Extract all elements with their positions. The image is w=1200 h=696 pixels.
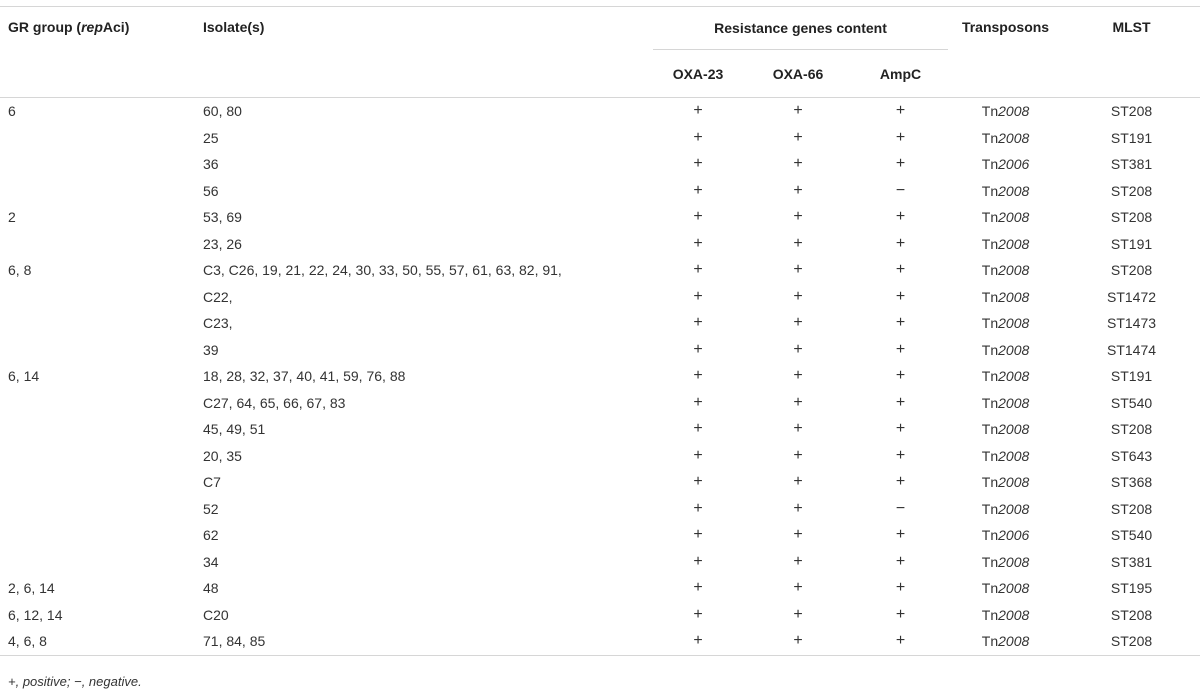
- cell-transposon: [948, 416, 1063, 443]
- cell-oxa66: +: [793, 367, 803, 385]
- cell-isolates: C22,: [203, 288, 233, 305]
- cell-oxa23: +: [693, 234, 703, 252]
- transposon-prefix: Tn: [981, 606, 999, 623]
- header-gr-group-suffix: Aci): [102, 19, 130, 35]
- cell-transposon: [948, 363, 1063, 390]
- table-footnote: +, positive; −, negative.: [8, 674, 142, 689]
- cell-isolates: 52: [203, 500, 219, 517]
- cell-isolates: 45, 49, 51: [203, 421, 266, 438]
- cell-isolates: 39: [203, 341, 219, 358]
- cell-mlst: ST208: [1063, 628, 1200, 655]
- cell-ampc: +: [895, 605, 906, 623]
- cell-isolates: C23,: [203, 315, 233, 332]
- cell-mlst: ST191: [1110, 368, 1153, 385]
- cell-mlst: ST208: [1110, 421, 1153, 438]
- cell-gr-group: [0, 549, 195, 576]
- cell-mlst: ST540: [1110, 394, 1153, 411]
- cell-oxa66: +: [793, 208, 803, 226]
- cell-isolates: 48: [203, 580, 219, 597]
- transposon-prefix: Tn: [981, 341, 999, 358]
- transposon-number: 2008: [998, 209, 1030, 226]
- cell-mlst: ST643: [1110, 447, 1153, 464]
- cell-transposon: [948, 469, 1063, 496]
- cell-oxa66: +: [793, 552, 803, 570]
- transposon-prefix: Tn: [981, 580, 999, 597]
- table-row: [0, 522, 1200, 549]
- cell-oxa66: +: [793, 526, 803, 544]
- header-resistance-group: Resistance genes content: [653, 7, 948, 50]
- transposon-number: 2008: [998, 368, 1030, 385]
- cell-ampc: +: [895, 526, 906, 544]
- cell-ampc: +: [895, 155, 906, 173]
- cell-transposon: [948, 310, 1063, 337]
- transposon-prefix: Tn: [981, 235, 999, 252]
- cell-gr-group: [0, 522, 195, 549]
- transposon-number: 2008: [998, 500, 1030, 517]
- transposon-prefix: Tn: [981, 156, 999, 173]
- transposon-prefix: Tn: [981, 103, 999, 120]
- cell-transposon: [948, 390, 1063, 417]
- transposon-prefix: Tn: [981, 315, 999, 332]
- transposon-number: 2008: [998, 421, 1030, 438]
- cell-isolates: 20, 35: [203, 447, 242, 464]
- transposon-prefix: Tn: [981, 182, 999, 199]
- table-row: [0, 337, 1200, 364]
- cell-gr-group: [0, 390, 195, 417]
- cell-oxa23: +: [693, 579, 703, 597]
- cell-gr-group: 6, 8: [8, 262, 32, 279]
- table-row: [0, 204, 1200, 231]
- table-row: [0, 151, 1200, 178]
- cell-mlst: ST208: [1110, 209, 1153, 226]
- cell-oxa66: +: [793, 102, 803, 120]
- transposon-prefix: Tn: [981, 633, 999, 650]
- cell-transposon: [948, 178, 1063, 205]
- table-row: [0, 257, 1200, 284]
- cell-gr-group: [0, 151, 195, 178]
- table-row: [0, 390, 1200, 417]
- cell-transposon: [948, 204, 1063, 231]
- cell-transposon: [948, 284, 1063, 311]
- transposon-prefix: Tn: [981, 474, 999, 491]
- transposon-prefix: Tn: [981, 368, 999, 385]
- cell-transposon: [948, 125, 1063, 152]
- cell-oxa23: +: [693, 499, 703, 517]
- transposon-number: 2008: [998, 129, 1030, 146]
- table-header: [0, 7, 1200, 98]
- header-isolates: Isolate(s): [195, 7, 653, 98]
- cell-isolates: 53, 69: [203, 209, 242, 226]
- cell-oxa66: +: [793, 128, 803, 146]
- cell-oxa23: +: [693, 552, 703, 570]
- transposon-number: 2008: [998, 553, 1030, 570]
- table-row: [0, 575, 1200, 602]
- cell-oxa23: +: [653, 628, 743, 655]
- cell-ampc: +: [895, 367, 906, 385]
- transposon-number: 2008: [998, 394, 1030, 411]
- cell-ampc: +: [895, 234, 906, 252]
- transposon-prefix: Tn: [981, 553, 999, 570]
- cell-oxa23: +: [693, 526, 703, 544]
- cell-isolates: 25: [203, 129, 219, 146]
- cell-oxa66: +: [793, 181, 803, 199]
- resistance-table: [0, 6, 1200, 656]
- cell-mlst: ST208: [1110, 262, 1153, 279]
- table-row: [0, 496, 1200, 523]
- header-gr-group-italic: rep: [81, 19, 103, 35]
- cell-ampc: +: [895, 208, 906, 226]
- cell-ampc: +: [895, 128, 906, 146]
- table-row: [0, 416, 1200, 443]
- cell-mlst: ST191: [1110, 235, 1153, 252]
- cell-transposon: [948, 98, 1063, 125]
- transposon-number: 2008: [998, 447, 1030, 464]
- cell-isolates: 71, 84, 85: [195, 628, 653, 655]
- table-row: [0, 443, 1200, 470]
- transposon-number: 2008: [998, 341, 1030, 358]
- cell-oxa66: +: [793, 605, 803, 623]
- table-row: [0, 284, 1200, 311]
- cell-ampc: +: [895, 261, 906, 279]
- cell-ampc: +: [895, 314, 906, 332]
- cell-mlst: ST1473: [1107, 315, 1157, 332]
- cell-isolates: C7: [203, 474, 221, 491]
- cell-gr-group: [0, 443, 195, 470]
- cell-mlst: ST1474: [1107, 341, 1157, 358]
- cell-ampc: +: [895, 287, 906, 305]
- cell-mlst: ST540: [1110, 527, 1153, 544]
- cell-oxa23: +: [693, 287, 703, 305]
- cell-ampc: +: [895, 446, 906, 464]
- cell-gr-group: 2: [8, 209, 16, 226]
- cell-gr-group: [0, 178, 195, 205]
- cell-oxa23: +: [693, 261, 703, 279]
- cell-oxa23: +: [693, 128, 703, 146]
- cell-isolates: 34: [203, 553, 219, 570]
- table-row: [0, 310, 1200, 337]
- transposon-prefix: Tn: [981, 288, 999, 305]
- table-body: [0, 98, 1200, 656]
- cell-oxa66: +: [793, 261, 803, 279]
- transposon-prefix: Tn: [981, 421, 999, 438]
- cell-oxa23: +: [693, 420, 703, 438]
- cell-oxa23: +: [693, 605, 703, 623]
- header-oxa66: OXA-66: [743, 50, 853, 98]
- transposon-prefix: Tn: [981, 527, 999, 544]
- cell-ampc: +: [895, 102, 906, 120]
- cell-oxa23: +: [693, 181, 703, 199]
- transposon-number: 2008: [998, 182, 1030, 199]
- transposon-prefix: Tn: [981, 394, 999, 411]
- transposon-prefix: Tn: [981, 129, 999, 146]
- cell-isolates: 23, 26: [203, 235, 242, 252]
- cell-isolates: 18, 28, 32, 37, 40, 41, 59, 76, 88: [203, 368, 406, 385]
- cell-mlst: ST191: [1110, 129, 1153, 146]
- cell-gr-group: 2, 6, 14: [8, 580, 55, 597]
- transposon-prefix: Tn: [981, 209, 999, 226]
- cell-gr-group: 6, 14: [8, 368, 40, 385]
- cell-oxa23: +: [693, 314, 703, 332]
- header-gr-group-prefix: GR group (: [8, 19, 82, 35]
- transposon-number: 2006: [998, 527, 1030, 544]
- header-transposons: Transposons: [948, 7, 1063, 98]
- transposon-number: 2008: [998, 262, 1030, 279]
- cell-gr-group: 4, 6, 8: [0, 628, 195, 655]
- cell-ampc: +: [895, 473, 906, 491]
- cell-isolates: 62: [203, 527, 219, 544]
- table-row: [0, 628, 1200, 655]
- cell-mlst: ST368: [1110, 474, 1153, 491]
- cell-oxa23: +: [693, 208, 703, 226]
- cell-ampc: +: [853, 628, 948, 655]
- cell-ampc: +: [895, 552, 906, 570]
- header-oxa23: OXA-23: [653, 50, 743, 98]
- cell-oxa23: +: [693, 102, 703, 120]
- table-row: [0, 178, 1200, 205]
- cell-gr-group: 6, 12, 14: [8, 606, 63, 623]
- cell-ampc: +: [895, 579, 906, 597]
- cell-gr-group: 6: [8, 103, 16, 120]
- cell-isolates: C27, 64, 65, 66, 67, 83: [203, 394, 346, 411]
- cell-isolates: C3, C26, 19, 21, 22, 24, 30, 33, 50, 55, 57, 61, 63, 82, 91,: [203, 262, 562, 279]
- transposon-number: 2008: [998, 103, 1030, 120]
- cell-oxa23: +: [693, 393, 703, 411]
- cell-transposon: [948, 575, 1063, 602]
- cell-mlst: ST381: [1110, 553, 1153, 570]
- cell-mlst: ST1472: [1107, 288, 1157, 305]
- transposon-prefix: Tn: [981, 447, 999, 464]
- cell-oxa66: +: [793, 393, 803, 411]
- cell-gr-group: [0, 231, 195, 258]
- cell-isolates: C20: [203, 606, 229, 623]
- cell-oxa23: +: [693, 446, 703, 464]
- table-row: [0, 231, 1200, 258]
- cell-oxa66: +: [793, 155, 803, 173]
- table-row: [0, 549, 1200, 576]
- transposon-number: 2008: [998, 580, 1030, 597]
- cell-oxa66: +: [793, 314, 803, 332]
- cell-transposon: [948, 549, 1063, 576]
- cell-oxa66: +: [793, 420, 803, 438]
- cell-transposon: [948, 257, 1063, 284]
- transposon-number: 2008: [998, 474, 1030, 491]
- transposon-number: 2008: [998, 606, 1030, 623]
- cell-oxa23: +: [693, 473, 703, 491]
- cell-oxa66: +: [743, 628, 853, 655]
- transposon-number: 2008: [998, 288, 1030, 305]
- cell-transposon: [948, 337, 1063, 364]
- table-row: [0, 469, 1200, 496]
- header-ampc: AmpC: [853, 50, 948, 98]
- cell-transposon: [948, 231, 1063, 258]
- cell-gr-group: [0, 125, 195, 152]
- cell-oxa66: +: [793, 234, 803, 252]
- cell-oxa66: +: [793, 340, 803, 358]
- cell-mlst: ST208: [1110, 606, 1153, 623]
- cell-gr-group: [0, 337, 195, 364]
- transposon-number: 2008: [998, 235, 1030, 252]
- transposon-number: 2008: [998, 315, 1030, 332]
- cell-transposon: [948, 443, 1063, 470]
- transposon-prefix: Tn: [981, 500, 999, 517]
- table-row: [0, 363, 1200, 390]
- cell-gr-group: [0, 469, 195, 496]
- cell-mlst: ST208: [1110, 182, 1153, 199]
- cell-oxa23: +: [693, 155, 703, 173]
- header-gr-group: [0, 7, 195, 98]
- data-table-container: [0, 6, 1200, 656]
- cell-oxa66: +: [793, 473, 803, 491]
- transposon-number: 2008: [998, 633, 1030, 650]
- cell-oxa66: +: [793, 446, 803, 464]
- cell-mlst: ST381: [1110, 156, 1153, 173]
- cell-gr-group: [0, 284, 195, 311]
- cell-oxa66: +: [793, 287, 803, 305]
- cell-gr-group: [0, 416, 195, 443]
- header-mlst: MLST: [1063, 7, 1200, 98]
- cell-oxa23: +: [693, 367, 703, 385]
- cell-isolates: 60, 80: [203, 103, 242, 120]
- cell-mlst: ST195: [1110, 580, 1153, 597]
- cell-ampc: +: [895, 340, 906, 358]
- cell-transposon: [948, 522, 1063, 549]
- cell-isolates: 56: [203, 182, 219, 199]
- cell-gr-group: [0, 496, 195, 523]
- cell-mlst: ST208: [1110, 500, 1153, 517]
- cell-transposon: [948, 602, 1063, 629]
- cell-ampc: +: [895, 393, 906, 411]
- table-row: [0, 125, 1200, 152]
- table-row: [0, 602, 1200, 629]
- cell-mlst: ST208: [1110, 103, 1153, 120]
- cell-oxa23: +: [693, 340, 703, 358]
- cell-ampc: +: [895, 420, 906, 438]
- transposon-number: 2006: [998, 156, 1030, 173]
- cell-isolates: 36: [203, 156, 219, 173]
- cell-transposon: [948, 628, 1063, 655]
- cell-oxa66: +: [793, 499, 803, 517]
- cell-gr-group: [0, 310, 195, 337]
- transposon-prefix: Tn: [981, 262, 999, 279]
- cell-transposon: [948, 151, 1063, 178]
- cell-ampc: −: [895, 499, 906, 517]
- cell-transposon: [948, 496, 1063, 523]
- cell-oxa66: +: [793, 579, 803, 597]
- table-row: [0, 98, 1200, 125]
- cell-ampc: −: [895, 181, 906, 199]
